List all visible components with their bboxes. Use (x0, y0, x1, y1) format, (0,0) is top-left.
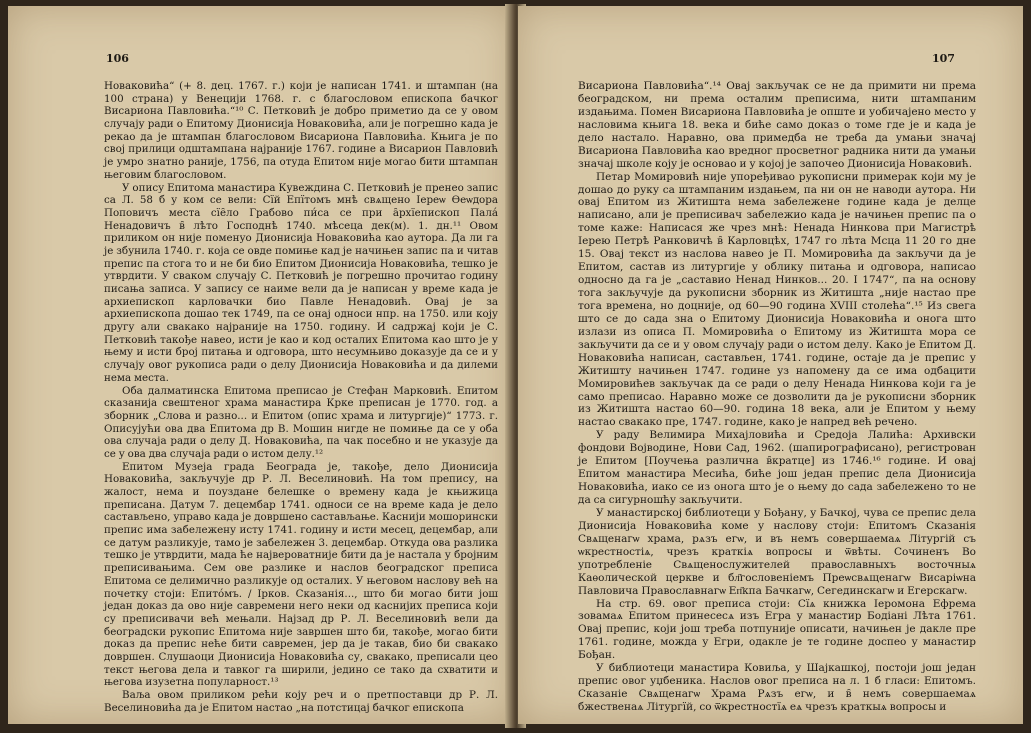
left-page (8, 6, 513, 724)
paragraph: Ваља овом приликом рећи коју реч и о претпоставци др Р. Л. Веселиновића да је Епитом настао „на потстицај бачког епископа (104, 689, 498, 714)
paragraph: Петар Момировић није упоређивао рукописни примерак који му је дошао до руку са штампаним издањем, па ни он не наводи аутора. Ни овај Епитом из Житишта нема забележене године када је делце написано, али је преписивач забележио када је начињен препис па о томе каже: Написася же чрез мнѣ: Ненада Нинкова при Магистрѣ Іерею Петрѣ Ранковичѣ в̑ Карловцѣх, 1747 го лѣта Мсца 11 20 го дне 15. Овај текст из наслова навео је П. Момировића да закључи да је Епитом, састав из литургије у облику питања и одговора, написао односно да га је „саставио Ненад Нинков... 20. I 1747“, па на основу тога закључује да рукописни зборник из Житишта „није настао пре тога времена, но доцније, од 60—90 година XVIII столећа“.¹⁵ Из свега што се до сада зна о Епитому Дионисија Новаковића и онога што излази из описа П. Момировића о Епитому из Житишта мора се закључити да се и у овом случају ради о истом делу. Како је Епитом Д. Новаковића написан, састављен, 1741. године, остаје да је препис у Житишту начињен 1747. године уз напомену да се има одбацити Момировићев закључак да се ради о делу Ненада Нинкова који га је само преписао. Наравно може се дозволити да је рукописни зборник из Житишта настао 60—90. година 18 века, али је Епитом у њему настао свакако пре, 1747. године, како је напред већ речено. (578, 170, 976, 429)
paragraph: У раду Велимира Михајловића и Средоја Лалића: Архивски фондови Војводине, Нови Сад, 1962. (шапирографисано), регистрован је Епитом [Поучења различна в̑кратце] из 1746.¹⁶ године. И овај Епитом манастира Месића, биће још један препис дела Дионисија Новаковића, иако се из онога што је о њему до сада забележено то не да са сигурношћу закључити. (578, 429, 976, 506)
paragraph: Оба далматинска Епитома преписао је Стефан Марковић. Епитом сказанија свештеног храма манастира Крке преписан је 1770. год. а зборник „Слова и разно... и Епитом (опис храма и литургије)“ 1773. г. Описујући ова два Епитома др В. Мошин нигде не помиње да се у оба ова случаја ради о делу Д. Новаковића, па чак посебно и не указује да се у ова два случаја ради о истом делу.¹² (104, 384, 498, 460)
right-page (518, 6, 1023, 724)
paragraph: Новаковића“ (+ 8. дец. 1767. г.) који је написан 1741. и штампан (на 100 страна) у Венецији 1768. г. с благословом епископа бачког Висариона Павловића.“¹⁰ С. Петковић је добро приметио да се у овом случају ради о Епитому Дионисија Новаковића, али је погрешно када је рекао да је штампан благословом Висариона Павловића. Књига је по свој прилици одштампана најраније 1767. године а Висарион Павловић је умро знатно раније, 1756, па отуда Епитом није могао бити штампан његовим благословом. (104, 80, 498, 181)
paragraph: У библиотеци манастира Ковиља, у Шајкашкој, постоји још један препис овог уџбеника. Наслов овог преписа на л. 1 б гласи: Епитомъ. Сказаніе Свѧщенагѡ Храма Рѧзъ егѡ, и в̑ немъ совершаемаѧ бжественаѧ Літургїй, со ѿкрестностїѧ еѧ чрезъ краткыѧ вопросы и (578, 662, 976, 713)
paragraph: Висариона Павловића“.¹⁴ Овај закључак се не да примити ни према београдском, ни према осталим преписима, нити штампаним издањима. Помен Висариона Павловића је опште и уобичајено место у насловима књига 18. века и биће само доказ о томе где је и када је дело настало. Наравно, ова примедба не треба да умањи значај Висариона Павловића као вредног просветног радника нити да умањи значај школе коју је основао и у којој је започео Дионисија Новаковић. (578, 80, 976, 170)
paragraph: Епитом Музеја града Београда је, такође, дело Дионисија Новаковића, закључује др Р. Л. Веселиновић. На том препису, на жалост, нема и поуздане белешке о времену када је књижица преписана. Датум 7. децембар 1741. односи се на време када је дело састављено, управо када је довршено састављање. Каснији мошорински препис има забележену исту 1741. годину и исти месец, децембар, али се датум разликује, тамо је забележен 3. децембар. Откуда ова разлика тешко је утврдити, мада ће највероватније бити да је настала у бројним преписивањима. Сем ове разлике и наслов београдског преписа Епитома се делимично разликује од осталих. У његовом наслову већ на почетку стоји: Епитóмъ. / Ірков. Сказанія..., што би могао бити још један доказ да ово није савремени него неки од каснијих преписа који су преписивачи већ мењали. Најзад др Р. Л. Веселиновић вели да београдски рукопис Епитома није завршен што би, такође, могао бити доказ да препис неће бити савремен, јер да је такав, био би свакако довршен. Слушаоци Дионисија Новаковића су, свакако, преписали цео текст његова дела и тавког га ширили, једино се тако да схватити и његова изузетна популарност.¹³ (104, 460, 498, 689)
paragraph: На стр. 69. овог преписа стоји: Сїѧ книжка Іеромона Ефрема зовамаѧ Епитом принесесѧ изъ Егра у манастир Бодіані Лѣта 1761. Овај препис, који још треба потпуније описати, начињен је дакле пре 1761. године, можда у Егри, одакле је те године доспео у манастир Бођан. (578, 597, 976, 662)
right-page-text (578, 80, 976, 714)
paragraph: У манастирској библиотеци у Бођану, у Бачкој, чува се препис дела Дионисија Новаковића коме у наслову стоји: Епитомъ Сказанія Свѧщенагѡ храма, рѧзъ егѡ, и въ немъ совершаемаѧ Літургій съ ѡкрестностіѧ, чрезъ краткіѧ вопросы и ѿвѣты. Сочиненъ Во употребленіе Свѧщенослужителей православныхъ восточныѧ Каѳолической церкве и бл҃гословеніемъ Преѡсвѧщенагѡ Висаріѡна Павловича Православнагѡ Еп҃кпа Бачкагѡ, Сегединскагѡ и Егерскагѡ. (578, 506, 976, 597)
paragraph: У опису Епитома манастира Кувеждина С. Петковић је пренео запис са Л. 58 б у ком се вели: Сїй Епїтомъ мнѣ свѧщено Іереѡ Ѳеѡдора Поповичъ места сїе̑ло Грабово пи́са се при а̑рхїепископ Пала́ Ненадовичъ в̑ лѣто Господнѣ 1740. мѣсеца дек(м). 1. дн.¹¹ Овом приликом он није поменуо Дионисија Новаковића као аутора. Да ли га је збунила 1740. г. која се овде помиње кад је начињен запис па и читав препис па стога то и не би био Епитом Дионисија Новаковића, тешко је утврдити. У сваком случају С. Петковић је погрешно прочитао годину писања записа. У запису се наиме вели да је написан у време када је архиепископ карловачки био Павле Ненадовић. Овај је за архиепископа дошао тек 1749, па се онај односи нпр. на 1750. или коју другу али свакако најраније на 1750. годину. И садржај који је С. Петковић такође навео, исти је као и код осталих Епитома као што је у њему и исти број питања и одговора, што несумњиво доказује да се и у случају овог рукописа ради о делу Дионисија Новаковића и да дилеми нема места. (104, 181, 498, 384)
page-number-left: 106 (106, 52, 129, 65)
page-number-right: 107 (932, 52, 955, 65)
left-page-text (104, 80, 498, 714)
